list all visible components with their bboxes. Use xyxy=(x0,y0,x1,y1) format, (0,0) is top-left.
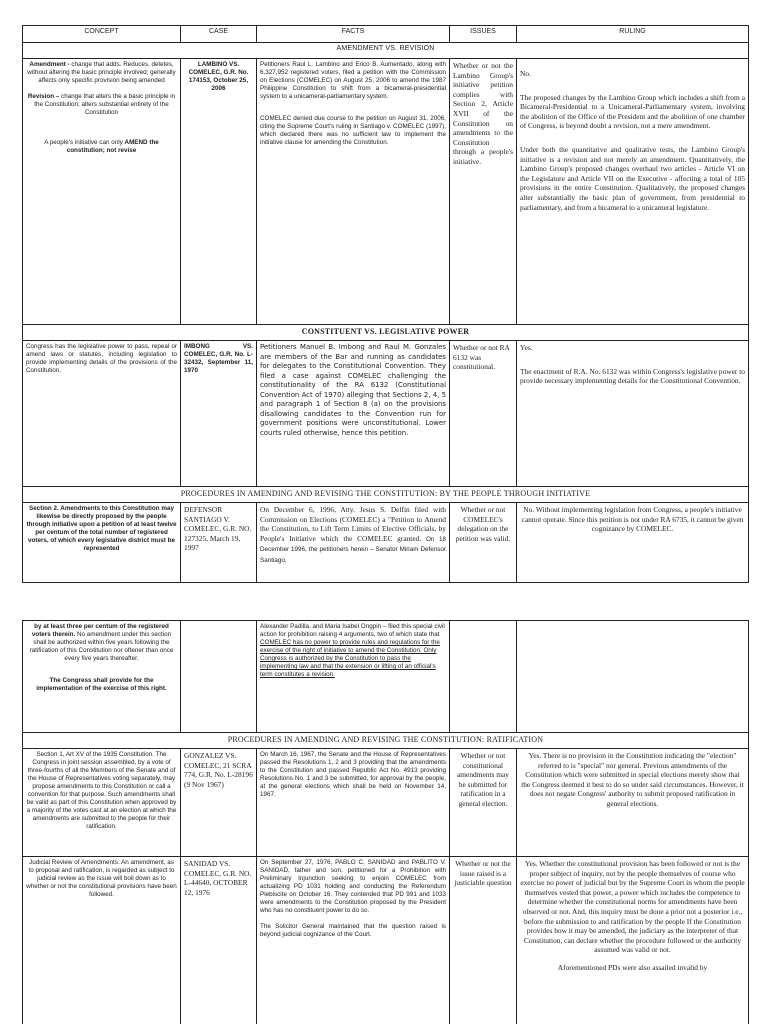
section-row-initiative xyxy=(23,487,749,503)
header-issues: ISSUES xyxy=(450,26,517,43)
sanidad-case-cell: SANIDAD VS. COMELEC, G.R. NO. L-44640, OCTOBER 12, 1976 xyxy=(181,857,257,1024)
case-digest-table-page-2 xyxy=(22,620,749,1024)
page-2 xyxy=(0,612,768,1024)
table-row-lambino xyxy=(23,59,749,325)
imbong-issues-cell: Whether or not RA 6132 was constitutional. xyxy=(450,341,517,487)
defensor-facts-text-c: Alexander Padilla, and Maria Isabel Ongpin – filed this special civil action for prohibition raising 4 arguments, two of which state that xyxy=(260,623,445,638)
lambino-ruling-cell xyxy=(517,59,749,325)
section-row-ratification xyxy=(23,733,749,749)
imbong-concept-cell: Congress has the legislative power to pass, repeal or amend laws or statutes, including legislation to provide implementing details of the provisions of the Constitution. xyxy=(23,341,181,487)
initiative-note-text: A people's initiative can only xyxy=(44,139,125,146)
imbong-ruling-cell xyxy=(517,341,749,487)
defensor-facts-text-b: On 18 December 1996, the petitioners herein – Senator Miriam Defensor Santiago, xyxy=(260,535,446,564)
revision-definition: change that alters the a basic principle in the Constitution; alters substantial entirety of the Constitution xyxy=(34,93,176,116)
case-digest-table-page-1 xyxy=(22,25,749,583)
defensor-concept-para-3: The Congress shall provide for the implementation of the exercise of this right. xyxy=(36,677,167,692)
imbong-facts-cell: Petitioners Manuel B. Imbong and Raul M. Gonzales are members of the Bar and running as candidates for delegates to the Constitutional Convention. They filed a case against COMELEC challenging the constitutionality of the RA 6132 (Constitutional Convention Act of 1970) alleging that Sections 2, 4, 5 and paragraph 1 of Section 8 (a) on the provisions disallowing candidates to the Convention run for government positions were unconstitutional. Lower courts ruled otherwise, hence this petition. xyxy=(257,341,450,487)
section-title-amendment-revision: AMENDMENT VS. REVISION xyxy=(23,43,749,59)
defensor-facts-cell-part-2 xyxy=(257,621,450,733)
lambino-issues-cell: Whether or not the Lambino Group's initiative petition complies with Section 2, Article XVII of the Constitution on amendments to the Constitution through a people's initiative. xyxy=(450,59,517,325)
lambino-facts-cell xyxy=(257,59,450,325)
defensor-concept-bold: by at least three per centum of the registered voters therein. xyxy=(31,623,169,638)
gonzalez-case-cell: GONZALEZ VS. COMELEC, 21 SCRA 774, G.R. No. L-28196 (9 Nov 1967) xyxy=(181,749,257,857)
defensor-facts-text-a: On December 6, 1996, Atty. Jesus S. Delfin filed with Commission on Elections (COMELEC) a "Petition to Amend the Constitution, to Lift Term Limits of Elective Officials, by People's Initiative which the COMELEC granted. xyxy=(260,505,446,543)
imbong-ruling-para-1: Yes. xyxy=(520,343,533,352)
header-ruling: RULING xyxy=(517,26,749,43)
defensor-case-cell: DEFENSOR SANTIAGO V. COMELEC, G.R. NO. 127325, March 19, 1997 xyxy=(181,503,257,583)
amendment-term: Amendment - xyxy=(29,61,70,68)
section-row-constituent xyxy=(23,325,749,341)
sanidad-facts-para-2: The Solicitor General maintained that the question raised is beyond judicial cognizance of the Court. xyxy=(260,923,446,938)
sanidad-concept-cell: Judicial Review of Amendments: An amendment, as to proposal and ratification, is regarded as subject to judicial review as the issue will boil down as to whether or not the constitutional provisions have been followed. xyxy=(23,857,181,1024)
header-facts: FACTS xyxy=(257,26,450,43)
table-row-defensor-part-2 xyxy=(23,621,749,733)
table-row-imbong xyxy=(23,341,749,487)
defensor-case-cell-cont xyxy=(181,621,257,733)
lambino-concept-cell xyxy=(23,59,181,325)
table-row-defensor-part-1 xyxy=(23,503,749,583)
header-case: CASE xyxy=(181,26,257,43)
imbong-case-cell: IMBONG VS. COMELEC, G.R. No. L-32432, September 11, 1970 xyxy=(181,341,257,487)
defensor-issues-cell: Whether or not COMELEC's delegation on the petition was valid. xyxy=(450,503,517,583)
section-title-initiative: PROCEDURES IN AMENDING AND REVISING THE CONSTITUTION: BY THE PEOPLE THROUGH INITIATIVE xyxy=(23,487,749,503)
defensor-concept-cell-part-2 xyxy=(23,621,181,733)
table-row-sanidad xyxy=(23,857,749,1024)
lambino-ruling-para-3: Under both the quantitative and qualitative tests, the Lambino Group's initiative is a revision and not merely an amendment. Quantitatively, the Lambino Group's proposed changes overhaul two articles - Article VI on the Legislature and Article VII on the Executive - affecting a total of 105 provisions in the entire Constitution. Qualitatively, the proposed changes alter substantially the basic plan of government, from presidential to parliamentary, and from a bicameral to a unicameral legislature. xyxy=(520,144,745,212)
lambino-case-cell: LAMBINO VS. COMELEC, G.R. No. 174153, October 25, 2006 xyxy=(181,59,257,325)
initiative-note-bold: AMEND the constitution; not revise xyxy=(66,139,159,154)
lambino-facts-para-1: Petitioners Raul L. Lambino and Erico B. Aumentado, along with 6,327,952 registered voters, filed a petition with the Commission on Elections (COMELEC) on August 25, 2006 to amend the 1987 Philippine Constitution to shift from a bicameral-presidential system to a unicameral-parliamentary system. xyxy=(260,61,446,100)
defensor-issues-cell-cont xyxy=(450,621,517,733)
page-gap xyxy=(0,584,768,612)
sanidad-ruling-para-1: Yes. Whether the constitutional provision has been followed or not is the proper subject of inquiry, not by the people themselves of course who exercise no power of judicial but by the Supreme Court in whom the people themselves vested that power, a power which includes the competence to determine whether the constitutional norms for amendments have been observed or not. And, this inquiry must be done a prior not a posterior i.e., before the submission to and ratification by the people If the Constitution provides how it may be amended, the judiciary as the interpreter of that Constitution, can declare whether the procedure followed or the authority assumed was valid or not. xyxy=(520,859,745,955)
imbong-ruling-para-2: The enactment of R.A. No. 6132 was within Congress's legislative power to provide necessary implementing details for the Constitutional Convention. xyxy=(520,366,745,386)
lambino-ruling-para-1: No. xyxy=(520,69,531,78)
lambino-facts-para-2: COMELEC denied due course to the petition on August 31, 2006, citing the Supreme Court's ruling in Santiago v. COMELEC (1997), which declared there was no sufficient law to implement the initiative clause for amending the Constitution. xyxy=(260,115,446,146)
table-row-gonzalez xyxy=(23,749,749,857)
revision-term: Revision – xyxy=(27,93,60,100)
gonzalez-facts-cell: On March 16, 1967, the Senate and the House of Representatives passed the Resolutions 1, 2 and 3 providing that the amendments to the Constitution and passed Republic Act No. 4913 providing Resolutions No. 1 and 3 be submitted, for approval by the people, at the general elections which shall be held on November 14, 1967. xyxy=(257,749,450,857)
gonzalez-issues-cell: Whether or not constitutional amendments may be submitted for ratification in a general election. xyxy=(450,749,517,857)
defensor-ruling-cell-cont xyxy=(517,621,749,733)
gonzalez-ruling-cell: Yes. There is no provision in the Constitution indicating the "election" referred to is "special" nor general. Previous amendments of the Constitution which were submitted in special elections merely show that the Congress deemed it best to do so under said circumstances. However, it does not negate Congress' authority to submit proposed ratification in general elections. xyxy=(517,749,749,857)
header-concept: CONCEPT xyxy=(23,26,181,43)
defensor-facts-cell-part-1 xyxy=(257,503,450,583)
amendment-definition: change that adds. Reduces, deletes, without altering the basic principle involved; generally affects only specific provision being amended xyxy=(27,61,176,84)
defensor-facts-underlined: COMELEC has no power to provide rules and regulations for the exercise of the right of initiative to amend the Constitution. Only Congress is authorized by the Constitution to pass the implementing law and that the extension or lifting of an official's term constitutes a revision. xyxy=(260,639,440,678)
section-title-ratification: PROCEDURES IN AMENDING AND REVISING THE CONSTITUTION: RATIFICATION xyxy=(23,733,749,749)
section-title-constituent: CONSTITUENT VS. LEGISLATIVE POWER xyxy=(23,325,749,341)
sanidad-ruling-para-2: Aforementioned PDs were also assailed invalid by xyxy=(557,962,708,972)
defensor-ruling-cell: No. Without implementing legislation from Congress, a people's initiative cannot operate. Since this petition is not under RA 6735, it cannot be given cognizance by COMELEC. xyxy=(517,503,749,583)
lambino-ruling-para-2: The proposed changes by the Lambino Group which includes a shift from a Bicameral-Presidential to a Unicameral-Parliamentary system, involving the abolition of the Office of the President and the abolition of one chamber of Congress, is beyond doubt a revision, not a mere amendment. xyxy=(520,92,745,131)
sanidad-facts-para-1: On September 27, 1976, PABLO C. SANIDAD and PABLITO V. SANIDAD, father and son, petitioned for a Prohibition with Preliminary Injunction seeking to enjoin COMELEC from actualizing PD 1031 holding and conducting the Referendum Plebiscite on October 16. They contended that PD 991 and 1033 were amendments to the Constitution proposed by the President who has no constituent power to do so. xyxy=(260,859,446,914)
defensor-concept-cell-part-1: Section 2. Amendments to this Constitution may likewise be directly proposed by the people through initiative upon a petition of at least twelve per centum of the total number of registered voters, of which every legislative district must be represented xyxy=(23,503,181,583)
defensor-concept-rest: No amendment under this section shall be authorized within five years following the ratification of this Constitution nor oftener than once every five years thereafter. xyxy=(29,631,174,662)
section-row-amendment-revision xyxy=(23,43,749,59)
sanidad-ruling-cell xyxy=(517,857,749,1024)
sanidad-facts-cell xyxy=(257,857,450,1024)
table-header-row xyxy=(23,26,749,43)
sanidad-issues-cell: Whether or not the issue raised is a justiciable question xyxy=(450,857,517,1024)
gonzalez-concept-cell: Section 1, Art XV of the 1935 Constitution. The Congress in joint session assembled, by a vote of three-fourths of all the Members of the Senate and of the House of Representatives voting separately, may propose amendments to this Constitution or call a convention for that purpose. Such amendments shall be valid as part of this Constitution when approved by a majority of the votes cast at an election at which the amendments are submitted to the people for their ratification. xyxy=(23,749,181,857)
